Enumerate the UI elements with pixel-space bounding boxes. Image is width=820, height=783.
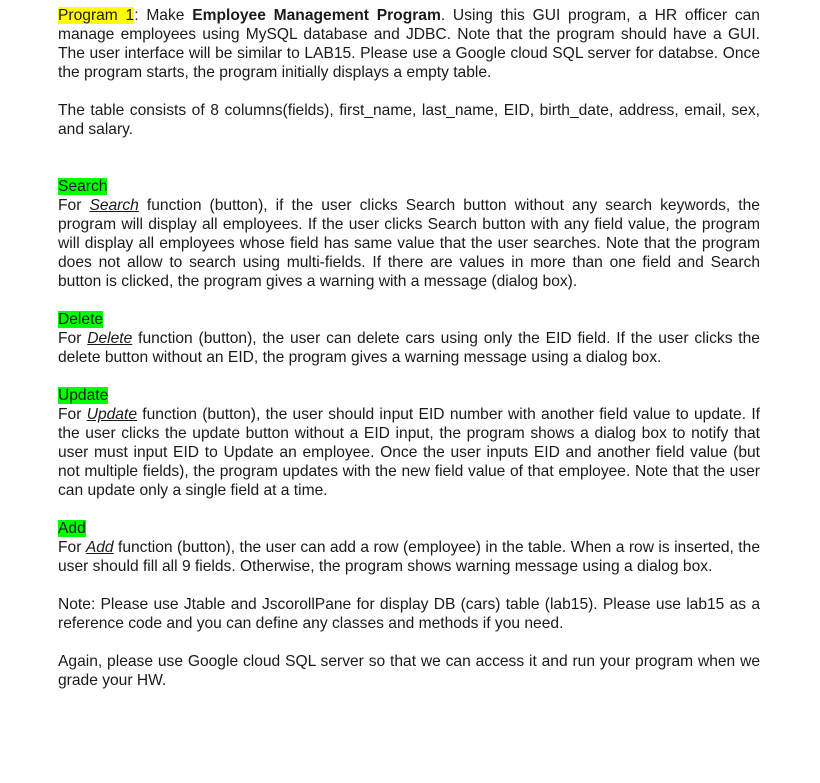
program-label: Program 1: [58, 7, 135, 24]
spacer: [58, 82, 760, 101]
search-paragraph: [58, 196, 760, 291]
delete-heading: Delete: [58, 311, 104, 328]
section-heading: [58, 310, 760, 329]
add-heading: Add: [58, 520, 86, 537]
delete-body: function (button), the user can delete cars using only the EID field. If the user clicks the delete button without an EID, the program gives a warning message using a dialog box.: [58, 330, 760, 366]
spacer: [58, 500, 760, 519]
table-description: The table consists of 8 columns(fields), first_name, last_name, EID, birth_date, address, email, sex, and salary.: [58, 102, 760, 138]
add-body: function (button), the user can add a row (employee) in the table. When a row is inserted, the user should fill all 9 fields. Otherwise, the program shows warning message using a dialog box.: [58, 539, 760, 575]
add-pre: For: [58, 539, 86, 556]
again-paragraph: Again, please use Google cloud SQL server so that we can access it and run your program when we grade your HW.: [58, 653, 760, 689]
update-keyword: Update: [86, 406, 137, 423]
search-keyword: Search: [89, 197, 139, 214]
intro-body: . Using this GUI program, a HR officer can manage employees using MySQL database and JDBC. Note that the program should have a GUI. The user interface will be similar to LAB15. Please use a Google cloud SQL server for databse. Once the program starts, the program initially displays a empty table.: [58, 7, 760, 81]
section-add: [58, 519, 760, 576]
search-body: function (button), if the user clicks Search button without any search keywords, the program will display all employees. If the user clicks Search button with any field value, the program will display all employees whose field has same value that the user searches. Note that the program does not allow to search using multi-fields. If there are values in more than one field and Search button is clicked, the program gives a warning with a message (dialog box).: [58, 197, 760, 290]
search-heading: Search: [58, 178, 108, 195]
section-search: [58, 177, 760, 291]
intro-paragraph: [58, 6, 760, 82]
note-paragraph: Note: Please use Jtable and JscorollPane for display DB (cars) table (lab15). Please use lab15 as a reference code and you can define any classes and methods if you need.: [58, 596, 760, 632]
section-heading: [58, 386, 760, 405]
delete-pre: For: [58, 330, 88, 347]
section-heading: [58, 177, 760, 196]
section-heading: [58, 519, 760, 538]
spacer: [58, 367, 760, 386]
program-title: Employee Management Program: [192, 7, 441, 24]
spacer: [58, 633, 760, 652]
program-colon: : Make: [134, 7, 193, 24]
spacer: [58, 139, 760, 177]
spacer: [58, 576, 760, 595]
delete-keyword: Delete: [87, 330, 133, 347]
add-keyword: Add: [85, 539, 114, 556]
add-paragraph: [58, 538, 760, 576]
spacer: [58, 291, 760, 310]
section-delete: [58, 310, 760, 367]
update-heading: Update: [58, 387, 109, 404]
update-pre: For: [58, 406, 87, 423]
section-update: [58, 386, 760, 500]
update-body: function (button), the user should input EID number with another field value to update. If the user clicks the update button without a EID input, the program shows a dialog box to notify that user must input EID to Update an employee. Once the user inputs EID and another field value (but not multiple fields), the program updates with the new field value of that employee. Note that the user can update only a single field at a time.: [58, 406, 760, 499]
delete-paragraph: [58, 329, 760, 367]
assignment-document: [58, 6, 760, 690]
update-paragraph: [58, 405, 760, 500]
search-pre: For: [58, 197, 90, 214]
